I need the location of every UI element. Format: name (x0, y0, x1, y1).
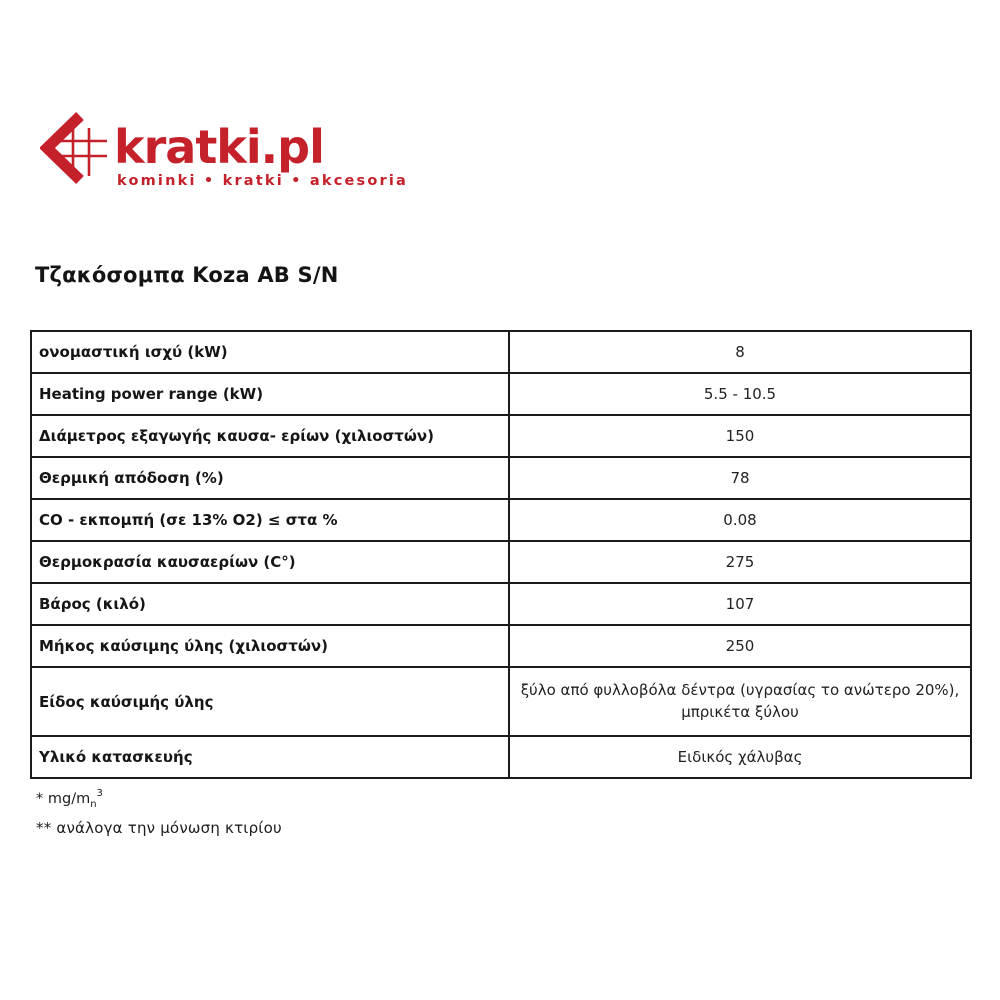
spec-value (509, 667, 971, 736)
table-row (31, 457, 971, 499)
spec-label: Heating power range (kW) (31, 373, 509, 415)
spec-table (30, 330, 972, 779)
spec-label: ονομαστική ισχύ (kW) (31, 331, 509, 373)
table-row (31, 415, 971, 457)
table-row (31, 667, 971, 736)
footnote-unit (36, 789, 282, 810)
brand-logo (40, 112, 408, 192)
footnote-unit-sub: n (90, 799, 97, 810)
spec-label: Υλικό κατασκευής (31, 736, 509, 778)
brand-tagline: kominki • kratki • akcesoria (117, 173, 409, 189)
table-row (31, 331, 971, 373)
table-row (31, 583, 971, 625)
spec-label: Βάρος (κιλό) (31, 583, 509, 625)
table-row (31, 625, 971, 667)
spec-label: Είδος καύσιμής ύλης (31, 667, 509, 736)
spec-value: 250 (509, 625, 971, 667)
spec-value: 275 (509, 541, 971, 583)
brand-name: kratki.pl (114, 120, 324, 174)
spec-label: Θερμική απόδοση (%) (31, 457, 509, 499)
footnote-unit-prefix: * mg/m (36, 791, 91, 807)
spec-value-text: ξύλο από φυλλοβόλα δέντρα (υγρασίας το ανώτερο 20%), μπρικέτα ξύλου (520, 680, 960, 721)
spec-value: Ειδικός χάλυβας (509, 736, 971, 778)
spec-label: CO - εκπομπή (σε 13% O2) ≤ στα % (31, 499, 509, 541)
spec-value: 78 (509, 457, 971, 499)
footnote-insulation: ** ανάλογα την μόνωση κτιρίου (36, 819, 282, 837)
spec-value: 8 (509, 331, 971, 373)
spec-value: 150 (509, 415, 971, 457)
brand-text (114, 112, 408, 189)
footnote-unit-sup: 3 (96, 788, 103, 799)
table-row (31, 499, 971, 541)
spec-label: Θερμοκρασία καυσαερίων (C°) (31, 541, 509, 583)
spec-label: Διάμετρος εξαγωγής καυσα- ερίων (χιλιοστών) (31, 415, 509, 457)
spec-value: 0.08 (509, 499, 971, 541)
spec-value: 5.5 - 10.5 (509, 373, 971, 415)
table-row (31, 373, 971, 415)
table-row (31, 736, 971, 778)
spec-label: Μήκος καύσιμης ύλης (χιλιοστών) (31, 625, 509, 667)
footnotes (36, 789, 282, 847)
page-title: Τζακόσομπα Koza AB S/N (35, 263, 339, 287)
spec-value: 107 (509, 583, 971, 625)
table-row (31, 541, 971, 583)
grate-arrow-icon (40, 112, 108, 192)
